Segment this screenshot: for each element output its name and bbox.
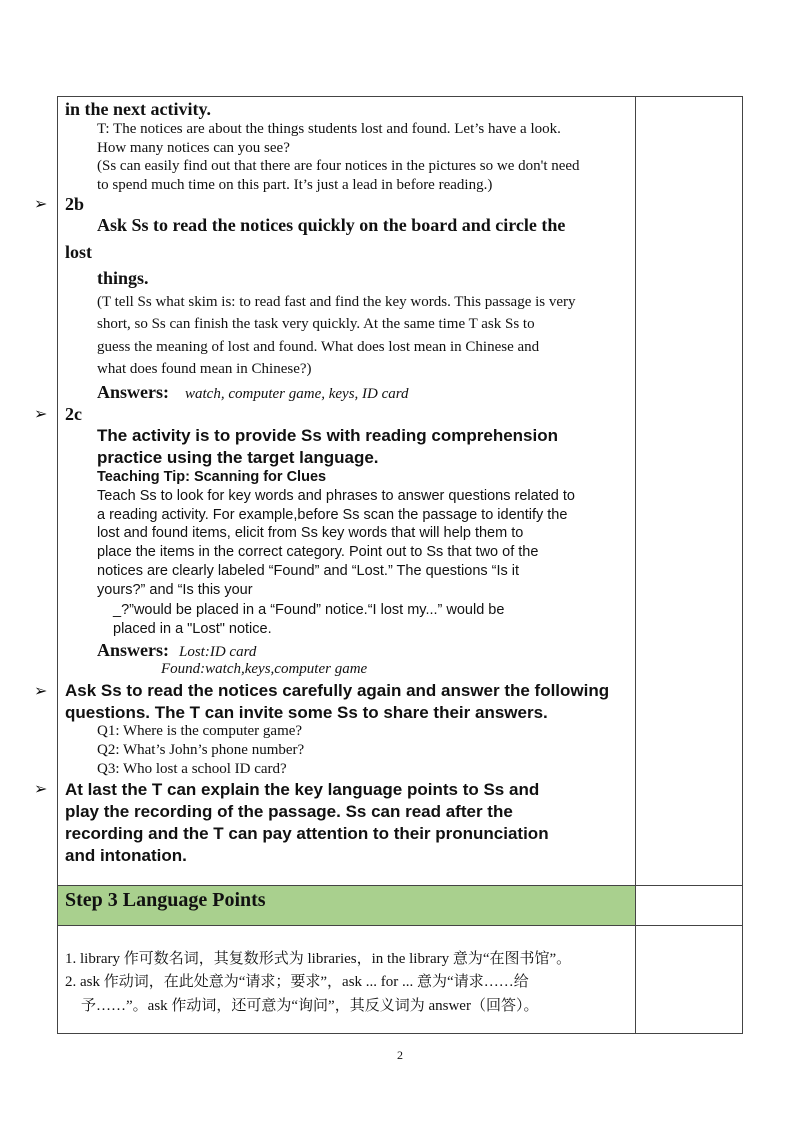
table-middle-border	[635, 96, 636, 1034]
question-3: Q3: Who lost a school ID card?	[97, 761, 287, 777]
table-top-border	[57, 96, 743, 97]
teaching-tip-title: Teaching Tip: Scanning for Clues	[97, 469, 327, 485]
final-line4: and intonation.	[65, 846, 187, 865]
section-2b-answers-label: Answers:	[97, 382, 169, 402]
section-2c-answers-label: Answers:	[97, 640, 169, 660]
questions-instruction-line1: Ask Ss to read the notices carefully again and answer the following	[65, 681, 610, 700]
section-2b-note-line2: short, so Ss can finish the task very quickly. At the same time T ask Ss to	[97, 316, 535, 332]
question-1: Q1: Where is the computer game?	[97, 723, 303, 739]
section-2b-note-line4: what does found mean in Chinese?)	[97, 361, 312, 377]
questions-instruction-line2: questions. The T can invite some Ss to share their answers.	[65, 703, 548, 722]
page-number: 2	[397, 1048, 403, 1062]
teaching-tip-line1: Teach Ss to look for key words and phrases to answer questions related to	[97, 488, 575, 504]
row-divider-step3-top	[57, 885, 743, 886]
bullet-final: ➢	[34, 781, 48, 798]
table-left-border	[57, 96, 58, 1034]
section-2b-instruction-line1: Ask Ss to read the notices quickly on the board and circle the	[97, 215, 566, 235]
teaching-tip-line4: place the items in the correct category. Point out to Ss that two of the	[97, 544, 539, 560]
teaching-tip-line8: placed in a "Lost" notice.	[113, 621, 272, 637]
section-2c-label: 2c	[65, 404, 82, 424]
teaching-tip-line6: yours?” and “Is this your	[97, 582, 253, 598]
bullet-questions: ➢	[34, 683, 48, 700]
teaching-tip-line5: notices are clearly labeled “Found” and “Lost.” The questions “Is it	[97, 563, 520, 579]
section-2c-answers	[97, 640, 256, 662]
final-line3: recording and the T can pay attention to their pronunciation	[65, 824, 549, 843]
intro-note-line2: to spend much time on this part. It’s just a lead in before reading.)	[97, 177, 493, 193]
section-2b-instruction-line3: things.	[97, 268, 149, 288]
bullet-2b: ➢	[34, 196, 48, 213]
section-2b-answers	[97, 382, 409, 404]
question-2: Q2: What’s John’s phone number?	[97, 742, 305, 758]
top-line: in the next activity.	[65, 99, 211, 119]
section-2c-instruction-line1: The activity is to provide Ss with reading comprehension	[97, 426, 558, 445]
language-point-2-line1: 2. ask 作动词，在此处意为“请求；要求”，ask ... for ... 意为“请求……给	[65, 974, 529, 990]
section-2b-note-line1: (T tell Ss what skim is: to read fast and find the key words. This passage is very	[97, 294, 576, 310]
teaching-tip-line7: _?”would be placed in a “Found” notice.“I lost my...” would be	[113, 602, 505, 618]
section-2c-instruction-line2: practice using the target language.	[97, 448, 379, 467]
section-2b-label: 2b	[65, 194, 85, 214]
intro-t-line1: T: The notices are about the things students lost and found. Let’s have a look.	[97, 121, 561, 137]
section-2c-answers-lost: Lost:ID card	[179, 644, 257, 660]
final-line2: play the recording of the passage. Ss can read after the	[65, 802, 513, 821]
step3-title: Step 3 Language Points	[65, 889, 266, 911]
section-2b-instruction-line2: lost	[65, 242, 92, 262]
intro-note-line1: (Ss can easily find out that there are four notices in the pictures so we don't need	[97, 158, 580, 174]
table-right-border	[742, 96, 743, 1034]
bullet-2c: ➢	[34, 406, 48, 423]
section-2c-answers-found: Found:watch,keys,computer game	[161, 661, 368, 677]
intro-t-line2: How many notices can you see?	[97, 140, 290, 156]
section-2b-note-line3: guess the meaning of lost and found. What does lost mean in Chinese and	[97, 339, 540, 355]
table-bottom-border	[57, 1033, 743, 1034]
teaching-tip-line2: a reading activity. For example,before Ss scan the passage to identify the	[97, 507, 568, 523]
section-2b-answers-value: watch, computer game, keys, ID card	[185, 386, 409, 402]
row-divider-step3-bottom	[57, 925, 743, 926]
final-line1: At last the T can explain the key language points to Ss and	[65, 780, 540, 799]
language-point-2-line2: 予……”。ask 作动词，还可意为“询问”，其反义词为 answer（回答）。	[81, 998, 539, 1014]
teaching-tip-line3: lost and found items, elicit from Ss key words that will help them to	[97, 525, 524, 541]
language-point-1: 1. library 作可数名词，其复数形式为 libraries，in the library 意为“在图书馆”。	[65, 951, 572, 967]
